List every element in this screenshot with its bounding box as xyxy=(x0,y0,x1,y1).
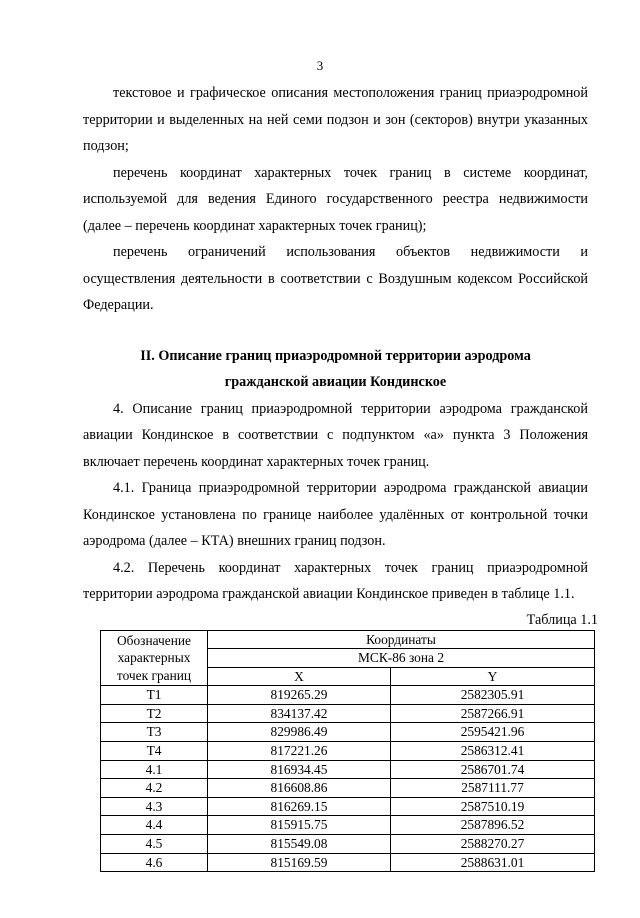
coordinates-table xyxy=(100,630,595,873)
table-row xyxy=(101,686,595,705)
table-row xyxy=(101,742,595,761)
x-coordinate-cell: 834137.42 xyxy=(208,704,391,723)
header-y: Y xyxy=(391,667,595,686)
page-number: 3 xyxy=(316,58,324,73)
x-coordinate-cell: 815915.75 xyxy=(208,816,391,835)
y-coordinate-cell: 2586701.74 xyxy=(391,760,595,779)
header-line: Обозначение xyxy=(117,632,191,648)
x-coordinate-cell: 829986.49 xyxy=(208,723,391,742)
x-coordinate-cell: 816269.15 xyxy=(208,797,391,816)
paragraph: перечень координат характерных точек границ в системе координат, используемой для ведения Единого государственного реестра недвижимости (далее – перечень координат характерных точек границ); xyxy=(83,164,588,234)
y-coordinate-cell: 2587510.19 xyxy=(391,797,595,816)
table-row xyxy=(101,816,595,835)
point-name-cell: 4.1 xyxy=(101,760,208,779)
y-coordinate-cell: 2587896.52 xyxy=(391,816,595,835)
point-name-cell: Т4 xyxy=(101,742,208,761)
paragraph: 4.1. Граница приаэродромной территории аэродрома гражданской авиации Кондинское установлена по границе наиболее удалённых от контрольной точки аэродрома (далее – КТА) внешних границ подзон. xyxy=(83,480,588,549)
x-coordinate-cell: 816608.86 xyxy=(208,779,391,798)
point-name-cell: 4.3 xyxy=(101,797,208,816)
y-coordinate-cell: 2588270.27 xyxy=(391,835,595,854)
point-name-cell: Т2 xyxy=(101,704,208,723)
paragraph: 4. Описание границ приаэродромной территории аэродрома гражданской авиации Кондинское в соответствии с подпунктом «а» пункта 3 Положения включает перечень координат характерных точек границ. xyxy=(83,400,588,470)
table-row xyxy=(101,723,595,742)
x-coordinate-cell: 819265.29 xyxy=(208,686,391,705)
y-coordinate-cell: 2595421.96 xyxy=(391,723,595,742)
section-heading-line: II. Описание границ приаэродромной территории аэродрома xyxy=(140,347,531,364)
table-body xyxy=(101,686,595,872)
paragraph: 4.2. Перечень координат характерных точек границ приаэродромной территории аэродрома гражданской авиации Кондинское приведен в таблице 1.1. xyxy=(83,559,588,602)
table-row xyxy=(101,835,595,854)
table-row xyxy=(101,704,595,723)
x-coordinate-cell: 817221.26 xyxy=(208,742,391,761)
point-name-cell: Т1 xyxy=(101,686,208,705)
x-coordinate-cell: 815169.59 xyxy=(208,853,391,872)
point-name-cell: 4.2 xyxy=(101,779,208,798)
header-coordinate-system: МСК-86 зона 2 xyxy=(208,649,595,668)
x-coordinate-cell: 815549.08 xyxy=(208,835,391,854)
y-coordinate-cell: 2587266.91 xyxy=(391,704,595,723)
header-point-designation xyxy=(101,630,208,686)
table-row xyxy=(101,797,595,816)
header-x: X xyxy=(208,667,391,686)
header-line: характерных xyxy=(117,650,191,666)
point-name-cell: 4.5 xyxy=(101,835,208,854)
paragraph: перечень ограничений использования объектов недвижимости и осуществления деятельности в соответствии с Воздушным кодексом Российской Федерации. xyxy=(83,244,588,313)
section-heading xyxy=(83,343,588,396)
table-row xyxy=(101,760,595,779)
x-coordinate-cell: 816934.45 xyxy=(208,760,391,779)
table-header-row xyxy=(101,630,595,649)
document-body xyxy=(83,80,598,872)
y-coordinate-cell: 2588631.01 xyxy=(391,853,595,872)
table-row xyxy=(101,853,595,872)
y-coordinate-cell: 2582305.91 xyxy=(391,686,595,705)
point-name-cell: 4.6 xyxy=(101,853,208,872)
header-line: точек границ xyxy=(116,667,192,683)
section-heading-line: гражданской авиации Кондинское xyxy=(224,374,447,390)
y-coordinate-cell: 2586312.41 xyxy=(391,742,595,761)
point-name-cell: Т3 xyxy=(101,723,208,742)
table-row xyxy=(101,779,595,798)
paragraph: текстовое и графическое описания местоположения границ приаэродромной территории и выделенных на ней семи подзон и зон (секторов) внутри указанных подзон; xyxy=(83,85,588,154)
header-coordinates: Координаты xyxy=(208,630,595,649)
table-caption: Таблица 1.1 xyxy=(526,611,598,628)
point-name-cell: 4.4 xyxy=(101,816,208,835)
y-coordinate-cell: 2587111.77 xyxy=(391,779,595,798)
